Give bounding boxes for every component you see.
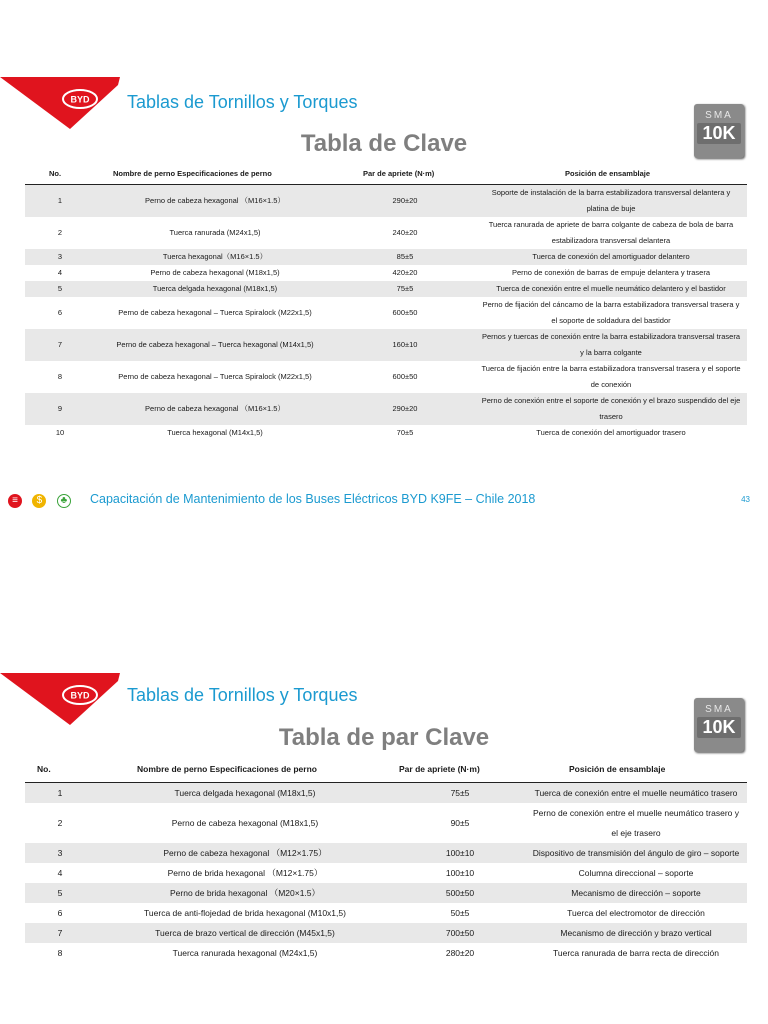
cell-no: 3 — [25, 843, 95, 863]
table-row — [25, 425, 747, 441]
footer — [8, 492, 760, 510]
table-row — [25, 803, 747, 843]
cell-torque: 290±20 — [335, 185, 475, 218]
table-row — [25, 249, 747, 265]
cell-position: Tuerca de conexión entre el muelle neumático delantero y el bastidor — [475, 281, 747, 297]
cell-no: 8 — [57, 372, 63, 381]
cell-torque: 700±50 — [395, 923, 525, 943]
cell-position: Tuerca del electromotor de dirección — [567, 908, 705, 918]
cell-position: Soporte de instalación de la barra estabilizadora transversal delantera y platina de buje — [475, 185, 747, 218]
cell-position: Tuerca ranurada de apriete de barra colgante de cabeza de bola de barra estabilizadora transversal delantera — [488, 220, 734, 245]
cell-name: Perno de cabeza hexagonal (M18x1,5) — [171, 818, 319, 828]
table-row — [25, 217, 747, 249]
cell-name: Tuerca de anti-flojedad de brida hexagonal (M10x1,5) — [144, 908, 346, 918]
cell-no: 5 — [25, 883, 95, 903]
table-row — [25, 943, 747, 963]
cell-position: Perno de conexión entre el muelle neumático trasero y el eje trasero — [532, 808, 739, 838]
cell-no: 1 — [25, 783, 95, 804]
cell-position: Tuerca de conexión del amortiguador delantero — [475, 249, 747, 265]
cell-position: Mecanismo de dirección – soporte — [525, 883, 747, 903]
table-title-2: Tabla de par Clave — [278, 724, 490, 751]
badge-bottom-text: 10K — [697, 123, 741, 144]
table-row — [25, 923, 747, 943]
cell-position: Perno de conexión de barras de empuje delantera y trasera — [511, 268, 711, 277]
col-header-name: Nombre de perno Especificaciones de perno — [95, 756, 395, 783]
col-header-torque: Par de apriete (N·m) — [395, 756, 525, 783]
cell-position: Tuerca de conexión del amortiguador trasero — [536, 428, 686, 437]
cell-no: 8 — [57, 948, 63, 958]
cell-position: Perno de fijación del cáncamo de la barra estabilizadora transversal trasera y el soporte de soldadura del bastidor — [482, 300, 740, 325]
cell-no: 10 — [55, 428, 65, 437]
cell-no: 1 — [25, 185, 95, 218]
cell-torque: 290±20 — [335, 393, 475, 425]
col-header-position: Posición de ensamblaje — [475, 162, 747, 185]
page-number: 43 — [741, 495, 750, 504]
cell-name: Perno de brida hexagonal （M12×1.75） — [167, 868, 323, 878]
cell-torque: 160±10 — [335, 329, 475, 361]
cell-torque: 500±50 — [395, 883, 525, 903]
cell-name: Perno de cabeza hexagonal （M16×1.5） — [95, 393, 335, 425]
table-body — [25, 185, 747, 442]
cell-no: 5 — [25, 281, 95, 297]
cell-torque: 85±5 — [335, 249, 475, 265]
cell-torque: 90±5 — [450, 818, 470, 828]
cell-torque: 50±5 — [450, 908, 470, 918]
col-header-torque: Par de apriete (N·m) — [335, 162, 475, 185]
cell-no: 3 — [25, 249, 95, 265]
cell-name: Perno de cabeza hexagonal – Tuerca Spiralock (M22x1,5) — [118, 308, 312, 317]
cell-no: 2 — [57, 818, 63, 828]
table-row — [25, 297, 747, 329]
badge-top-text: SMA — [705, 110, 733, 121]
cell-name: Perno de cabeza hexagonal – Tuerca hexagonal (M14x1,5) — [95, 329, 335, 361]
col-header-no: No. — [25, 756, 95, 783]
table-row — [25, 185, 747, 218]
cell-no: 6 — [57, 908, 63, 918]
cell-no: 4 — [57, 868, 63, 878]
badge-top-text: SMA — [705, 704, 733, 715]
cell-no: 7 — [25, 923, 95, 943]
header-title-2: Tablas de Tornillos y Torques — [127, 685, 358, 705]
cell-torque: 600±50 — [392, 308, 418, 317]
table-row — [25, 265, 747, 281]
header-title: Tablas de Tornillos y Torques — [127, 92, 358, 112]
cell-no: 4 — [57, 268, 63, 277]
cell-no: 7 — [25, 329, 95, 361]
dollar-icon: $ — [32, 494, 46, 508]
cell-torque: 75±5 — [335, 281, 475, 297]
cell-name: Perno de cabeza hexagonal （M16×1.5） — [95, 185, 335, 218]
logo-text: BYD — [70, 690, 90, 701]
cell-name: Tuerca de brazo vertical de dirección (M45x1,5) — [95, 923, 395, 943]
table-row — [25, 783, 747, 804]
cell-name: Tuerca delgada hexagonal (M18x1,5) — [95, 281, 335, 297]
cell-position: Tuerca de fijación entre la barra estabilizadora transversal trasera y el soporte de conexión — [481, 364, 741, 389]
table-header-row — [25, 162, 747, 185]
byd-logo — [0, 77, 120, 129]
cell-position: Dispositivo de transmisión del ángulo de giro – soporte — [525, 843, 747, 863]
cell-no: 9 — [25, 393, 95, 425]
cell-position: Tuerca ranurada de barra recta de dirección — [553, 948, 719, 958]
table-row — [25, 883, 747, 903]
cell-name: Perno de cabeza hexagonal （M12×1.75） — [95, 843, 395, 863]
logo-text: BYD — [70, 94, 90, 105]
table-title: Tabla de Clave — [300, 130, 468, 157]
cell-name: Perno de brida hexagonal （M20×1.5） — [95, 883, 395, 903]
cell-name: Tuerca delgada hexagonal (M18x1,5) — [95, 783, 395, 804]
cell-torque: 100±10 — [395, 843, 525, 863]
table-row — [25, 843, 747, 863]
cell-name: Tuerca hexagonal (M14x1,5) — [167, 428, 263, 437]
cell-no: 6 — [57, 308, 63, 317]
col-header-no: No. — [25, 162, 95, 185]
badge-bottom-text: 10K — [697, 717, 741, 738]
cell-position: Pernos y tuercas de conexión entre la barra estabilizadora transversal trasera y la barra colgante — [475, 329, 747, 361]
table-row — [25, 361, 747, 393]
cell-name: Tuerca ranurada hexagonal (M24x1,5) — [172, 948, 318, 958]
cell-position: Mecanismo de dirección y brazo vertical — [525, 923, 747, 943]
cell-torque: 100±10 — [445, 868, 475, 878]
cell-name: Perno de cabeza hexagonal – Tuerca Spiralock (M22x1,5) — [118, 372, 312, 381]
torque-table-2 — [25, 756, 747, 963]
cell-position: Perno de conexión entre el soporte de conexión y el brazo suspendido del eje trasero — [475, 393, 747, 425]
table-header-row — [25, 756, 747, 783]
table-body — [25, 783, 747, 964]
cell-name: Perno de cabeza hexagonal (M18x1,5) — [150, 268, 280, 277]
leaf-icon: ♣ — [57, 494, 71, 508]
cell-name: Tuerca ranurada (M24x1,5) — [169, 228, 261, 237]
cell-torque: 280±20 — [445, 948, 475, 958]
cell-position: Columna direccional – soporte — [578, 868, 694, 878]
table-row — [25, 903, 747, 923]
torque-table — [25, 162, 747, 441]
cell-no: 2 — [57, 228, 63, 237]
cell-position: Tuerca de conexión entre el muelle neumático trasero — [525, 783, 747, 804]
cell-name: Tuerca hexagonal（M16×1.5） — [95, 249, 335, 265]
col-header-name: Nombre de perno Especificaciones de perno — [95, 162, 335, 185]
cell-torque: 420±20 — [392, 268, 418, 277]
footer-text: Capacitación de Mantenimiento de los Buses Eléctricos BYD K9FE – Chile 2018 — [90, 492, 536, 506]
table-row — [25, 863, 747, 883]
table-row — [25, 329, 747, 361]
table-row — [25, 281, 747, 297]
cell-torque: 70±5 — [396, 428, 414, 437]
battery-icon: ≡ — [8, 494, 22, 508]
col-header-position: Posición de ensamblaje — [525, 756, 747, 783]
byd-logo — [0, 673, 120, 725]
table-row — [25, 393, 747, 425]
cell-torque: 75±5 — [395, 783, 525, 804]
cell-torque: 240±20 — [392, 228, 418, 237]
cell-torque: 600±50 — [392, 372, 418, 381]
